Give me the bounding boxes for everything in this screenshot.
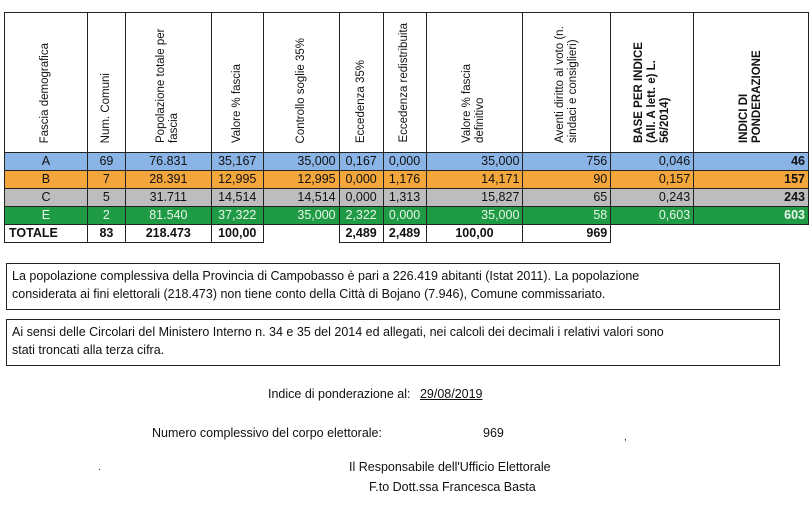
cell-val: 14,514 — [211, 189, 263, 207]
cell-ctrl: 12,995 — [263, 171, 339, 189]
cell-val: 35,167 — [211, 153, 263, 171]
header-indici: INDICI DI PONDERAZIONE — [694, 13, 809, 153]
indice-label: Indice di ponderazione al: — [268, 387, 411, 401]
header-eccedenza: Eccedenza 35% — [339, 13, 383, 153]
cell-aventi: 90 — [523, 171, 611, 189]
note-popolazione-line2: considerata ai fini elettorali (218.473) non tiene conto della Città di Bojano (7.946), Comune commissariato. — [12, 287, 606, 301]
cell-aventi: 58 — [523, 207, 611, 225]
cell-fascia: B — [5, 171, 88, 189]
note-popolazione-line1: La popolazione complessiva della Provincia di Campobasso è pari a 226.419 abitanti (Istat 2011). La popolazione — [12, 269, 640, 283]
indice-date: 29/08/2019 — [419, 387, 483, 401]
header-base-indice: BASE PER INDICE (All. A lett. e) L. 56/2014) — [611, 13, 694, 153]
header-aventi-diritto: Aventi diritto al voto (n. sindaci e consiglieri) — [523, 13, 611, 153]
cell-total-red: 2,489 — [383, 225, 426, 243]
cell-red: 1,176 — [383, 171, 426, 189]
cell-val: 37,322 — [211, 207, 263, 225]
cell-total-def: 100,00 — [426, 225, 523, 243]
cell-red: 1,313 — [383, 189, 426, 207]
cell-indice: 157 — [694, 171, 809, 189]
cell-ctrl: 35,000 — [263, 153, 339, 171]
cell-indice: 243 — [694, 189, 809, 207]
header-row — [5, 13, 809, 153]
table-row — [5, 153, 809, 171]
cell-empty — [263, 225, 339, 243]
cell-val: 12,995 — [211, 171, 263, 189]
cell-pop: 28.391 — [125, 171, 211, 189]
cell-pop: 76.831 — [125, 153, 211, 171]
cell-total-pop: 218.473 — [125, 225, 211, 243]
cell-base: 0,243 — [611, 189, 694, 207]
scan-speck: . — [98, 462, 101, 473]
note-circolari — [6, 319, 780, 366]
cell-red: 0,000 — [383, 207, 426, 225]
cell-ecc: 0,000 — [339, 171, 383, 189]
cell-total-label: TOTALE — [5, 225, 88, 243]
header-valore-definitivo: Valore % fascia definitivo — [426, 13, 523, 153]
cell-aventi: 65 — [523, 189, 611, 207]
corpo-elettorale-value: 969 — [483, 426, 504, 440]
cell-total-val: 100,00 — [211, 225, 263, 243]
note-circolari-line1: Ai sensi delle Circolari del Ministero Interno n. 34 e 35 del 2014 ed allegati, nei calcoli dei decimali i relativi valori sono — [12, 325, 664, 339]
header-valore: Valore % fascia — [211, 13, 263, 153]
note-popolazione — [6, 263, 780, 310]
table-row — [5, 189, 809, 207]
cell-ctrl: 35,000 — [263, 207, 339, 225]
cell-empty — [694, 225, 809, 243]
cell-num: 69 — [87, 153, 125, 171]
header-num-comuni: Num. Comuni — [87, 13, 125, 153]
table-row — [5, 207, 809, 225]
cell-fascia: C — [5, 189, 88, 207]
cell-red: 0,000 — [383, 153, 426, 171]
header-popolazione: Popolazione totale per fascia — [125, 13, 211, 153]
cell-def: 35,000 — [426, 153, 523, 171]
cell-indice: 46 — [694, 153, 809, 171]
cell-pop: 31.711 — [125, 189, 211, 207]
cell-indice: 603 — [694, 207, 809, 225]
cell-aventi: 756 — [523, 153, 611, 171]
ponderazione-table — [4, 12, 809, 243]
cell-ecc: 0,000 — [339, 189, 383, 207]
header-controllo: Controllo soglie 35% — [263, 13, 339, 153]
cell-base: 0,046 — [611, 153, 694, 171]
header-eccedenza-redistribuita: Eccedenza redistribuita — [383, 13, 426, 153]
note-circolari-line2: stati troncati alla terza cifra. — [12, 343, 165, 357]
cell-def: 14,171 — [426, 171, 523, 189]
table-row — [5, 171, 809, 189]
cell-num: 7 — [87, 171, 125, 189]
corpo-elettorale-label: Numero complessivo del corpo elettorale: — [152, 426, 382, 440]
cell-def: 35,000 — [426, 207, 523, 225]
cell-ctrl: 14,514 — [263, 189, 339, 207]
cell-fascia: E — [5, 207, 88, 225]
header-fascia: Fascia demografica — [5, 13, 88, 153]
total-row — [5, 225, 809, 243]
cell-total-aventi: 969 — [523, 225, 611, 243]
cell-ecc: 0,167 — [339, 153, 383, 171]
cell-empty — [611, 225, 694, 243]
cell-ecc: 2,322 — [339, 207, 383, 225]
cell-total-ecc: 2,489 — [339, 225, 383, 243]
responsabile: Il Responsabile dell'Ufficio Elettorale — [349, 460, 551, 474]
cell-total-num: 83 — [87, 225, 125, 243]
firma: F.to Dott.ssa Francesca Basta — [369, 480, 536, 494]
cell-num: 5 — [87, 189, 125, 207]
cell-def: 15,827 — [426, 189, 523, 207]
scan-speck: , — [624, 432, 627, 443]
cell-num: 2 — [87, 207, 125, 225]
cell-base: 0,603 — [611, 207, 694, 225]
cell-fascia: A — [5, 153, 88, 171]
cell-pop: 81.540 — [125, 207, 211, 225]
cell-base: 0,157 — [611, 171, 694, 189]
indice-ponderazione — [268, 387, 483, 401]
